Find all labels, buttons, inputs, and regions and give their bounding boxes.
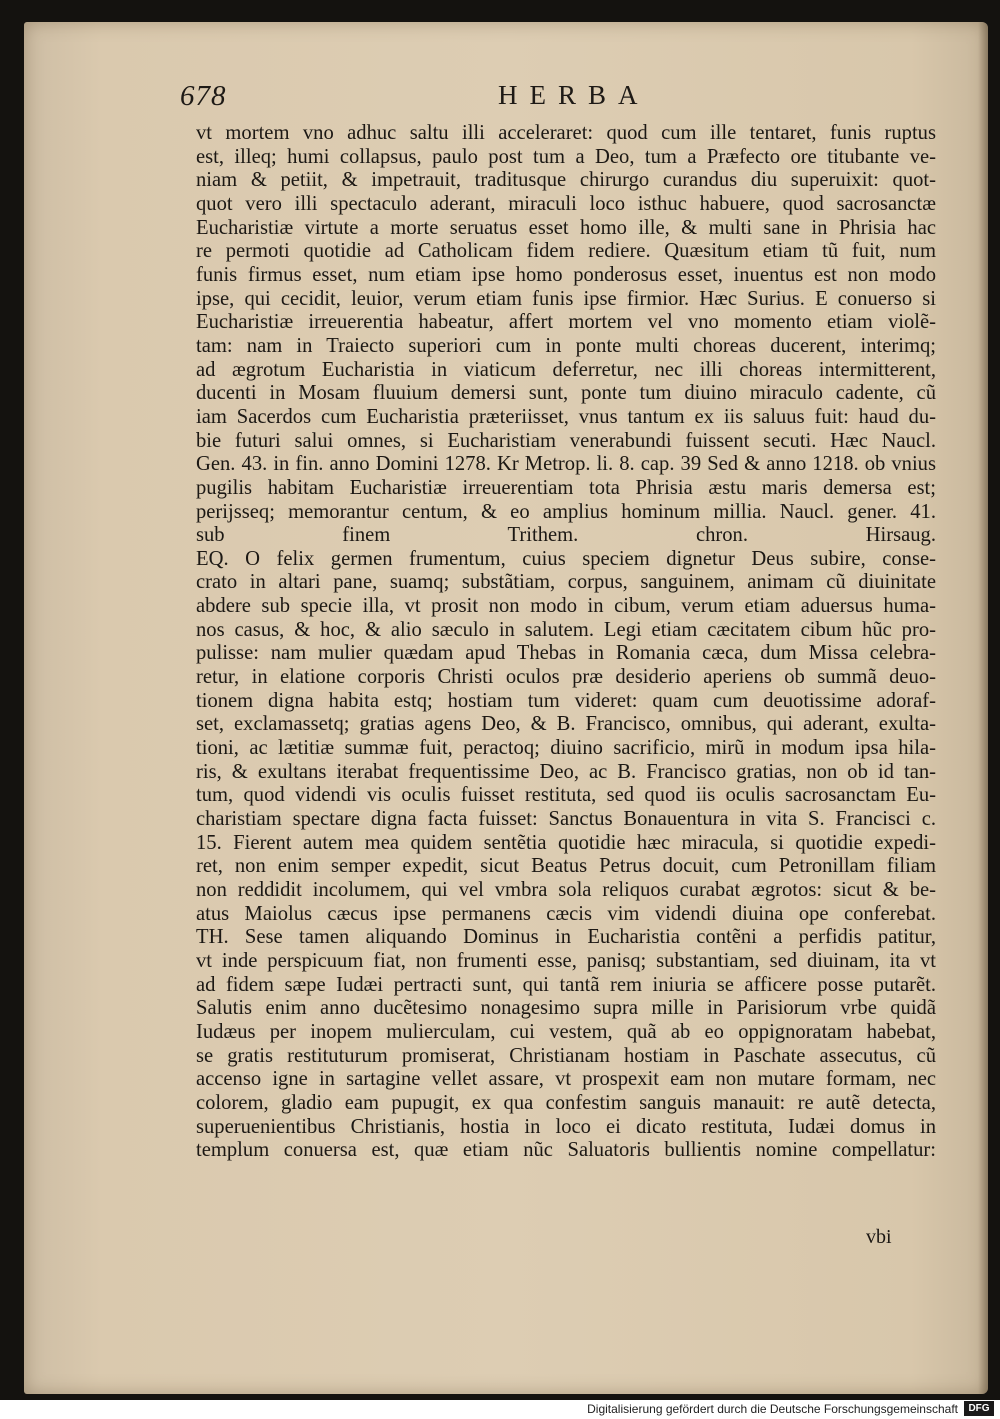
text-line: sub finem Trithem. chron. Hirsaug. bbox=[196, 524, 936, 547]
text-line: Salutis enim anno ducẽtesimo nonagesimo supra mille in Parisiorum vrbe quidã bbox=[196, 997, 936, 1020]
text-line: 15. Fierent autem mea quidem sentẽtia quotidie hæc miracula, si quotidie expedi- bbox=[196, 831, 936, 854]
text-line: tionem digna habita estq; hostiam tum videret: quam cum deuotissime adoraf- bbox=[196, 689, 936, 712]
text-line: re permoti quotidie ad Catholicam fidem rediere. Quæsitum etiam tũ fuit, num bbox=[196, 240, 936, 263]
text-line: Iudæus per inopem mulierculam, cui vestem, quã ab eo oppignoratam habebat, bbox=[196, 1020, 936, 1043]
footer-bar bbox=[0, 1400, 1000, 1419]
text-line: niam & petiit, & impetrauit, traditusque chirurgo curandus diu superuixit: quot- bbox=[196, 169, 936, 192]
text-line: tam: nam in Traiecto superiori cum in ponte multi choreas ducerent, interimq; bbox=[196, 334, 936, 357]
text-line: charistiam spectare digna facta fuisset: Sanctus Bonauentura in vita S. Francisci c. bbox=[196, 808, 936, 831]
text-line: ducenti in Mosam fluuium demersi sunt, ponte tum diuino miraculo cadente, cũ bbox=[196, 382, 936, 405]
text-line: Gen. 43. in fin. anno Domini 1278. Kr Metrop. li. 8. cap. 39 Sed & anno 1218. ob vnius bbox=[196, 453, 936, 476]
text-line: ad ægrotum Eucharistia in viaticum deferretur, nec illi choreas intermitterent, bbox=[196, 358, 936, 381]
text-line: abdere sub specie illa, vt prosit non modo in cibum, verum etiam aduersus huma- bbox=[196, 595, 936, 618]
text-line: vt mortem vno adhuc saltu illi acceleraret: quod cum ille tentaret, funis ruptus bbox=[196, 122, 936, 144]
footer-credit: Digitalisierung gefördert durch die Deutsche Forschungsgemeinschaft bbox=[587, 1402, 958, 1416]
text-line: bie futuri salui omnes, si Eucharistiam venerabundi fuissent secuti. Hæc Naucl. bbox=[196, 429, 936, 452]
text-line: set, exclamassetq; gratias agens Deo, & B. Francisco, omnibus, qui aderant, exulta- bbox=[196, 713, 936, 736]
catchword: vbi bbox=[866, 1226, 892, 1248]
text-line: pulisse: nam mulier quædam apud Thebas in Romania cæca, dum Missa celebra- bbox=[196, 642, 936, 665]
text-line: non reddidit incolumem, qui vel vmbra sola reliquos curabat ægrotos: sicut & be- bbox=[196, 879, 936, 901]
page-edge-shadow bbox=[978, 22, 988, 1394]
text-line: templum conuersa est, quæ etiam nũc Saluatoris bullientis nomine compellatur: bbox=[196, 1139, 936, 1162]
text-line: tum, quod videndi vis oculis fuisset restituta, sed quod iis oculis sacrosanctam Eu- bbox=[196, 784, 936, 807]
text-line: accenso igne in sartagine vellet assare, vt prospexit eam non mutare formam, nec bbox=[196, 1068, 936, 1091]
text-line: ipse, qui cecidit, leuior, verum etiam funis ipse firmior. Hæc Surius. E conuerso si bbox=[196, 287, 936, 310]
text-line: ret, non enim semper expedit, sicut Beatus Petrus docuit, cum Petronillam filiam bbox=[196, 855, 936, 878]
text-line: ad fidem sæpe Iudæi pertracti sunt, qui tantã rem iniuria se afficere posse putarẽt. bbox=[196, 973, 936, 996]
text-line: atus Maiolus cæcus ipse permanens cæcis vim videndi diuina ope conferebat. bbox=[196, 902, 936, 925]
text-line: EQ. O felix germen frumentum, cuius speciem dignetur Deus subire, conse- bbox=[196, 547, 936, 570]
dfg-logo-icon: DFG bbox=[964, 1401, 994, 1416]
text-line: funis firmus esset, num etiam ipse homo ponderosus esset, inuentus est non modo bbox=[196, 263, 936, 286]
text-line: se gratis restituturum promiserat, Christianam hostiam in Paschate assecutus, cũ bbox=[196, 1044, 936, 1067]
text-line: iam Sacerdos cum Eucharistia præteriisset, vnus tantum ex iis saluus fuit: haud du- bbox=[196, 405, 936, 428]
text-line: perijsseq; memorantur centum, & eo amplius hominum millia. Naucl. gener. 41. bbox=[196, 500, 936, 523]
text-line: superuenientibus Christianis, hostia in loco ei dicato restituta, Iudæi domus in bbox=[196, 1115, 936, 1138]
text-line: est, illeq; humi collapsus, paulo post tum a Deo, tum a Præfecto ore titubante ve- bbox=[196, 145, 936, 168]
text-line: Eucharistiæ virtute a morte seruatus esset homo ille, & multi sane in Phrisia hac bbox=[196, 216, 936, 239]
text-line: crato in altari pane, suamq; substãtiam, corpus, sanguinem, animam cũ diuinitate bbox=[196, 571, 936, 594]
running-head-title: HERBA bbox=[498, 80, 650, 110]
body-text bbox=[196, 122, 936, 1163]
text-line: Eucharistiæ irreuerentia habeatur, affert mortem vel vno momento etiam violẽ- bbox=[196, 311, 936, 334]
text-line: TH. Sese tamen aliquando Dominus in Eucharistia contẽni a perfidis patitur, bbox=[196, 926, 936, 949]
text-line: quot vero illi spectaculo aderant, miraculi loco isthuc habuere, quod sacrosanctæ bbox=[196, 192, 936, 215]
text-line: pugilis habitam Eucharistiæ irreuerentiam tota Phrisia æstu maris demersa est; bbox=[196, 476, 936, 499]
page-number: 678 bbox=[180, 80, 227, 112]
text-line: tioni, ac lætitiæ summæ fuit, peractoq; diuino sacrificio, mirũ in modum ipsa hila- bbox=[196, 737, 936, 760]
text-line: vt inde perspicuum fiat, non frumenti esse, panisq; substantiam, sed diuinam, ita vt bbox=[196, 949, 936, 972]
text-line: ris, & exultans iterabat frequentissime Deo, ac B. Francisco gratias, non ob id tan- bbox=[196, 760, 936, 783]
running-head bbox=[180, 80, 680, 120]
text-line: nos casus, & hoc, & alio sæculo in salutem. Legi etiam cæcitatem cibum hũc pro- bbox=[196, 618, 936, 641]
text-line: retur, in elatione corporis Christi oculos præ desiderio aperiens ob summã deuo- bbox=[196, 666, 936, 689]
text-line: colorem, gladio eam pupugit, ex qua confestim sanguis manauit: re autẽ detecta, bbox=[196, 1091, 936, 1114]
